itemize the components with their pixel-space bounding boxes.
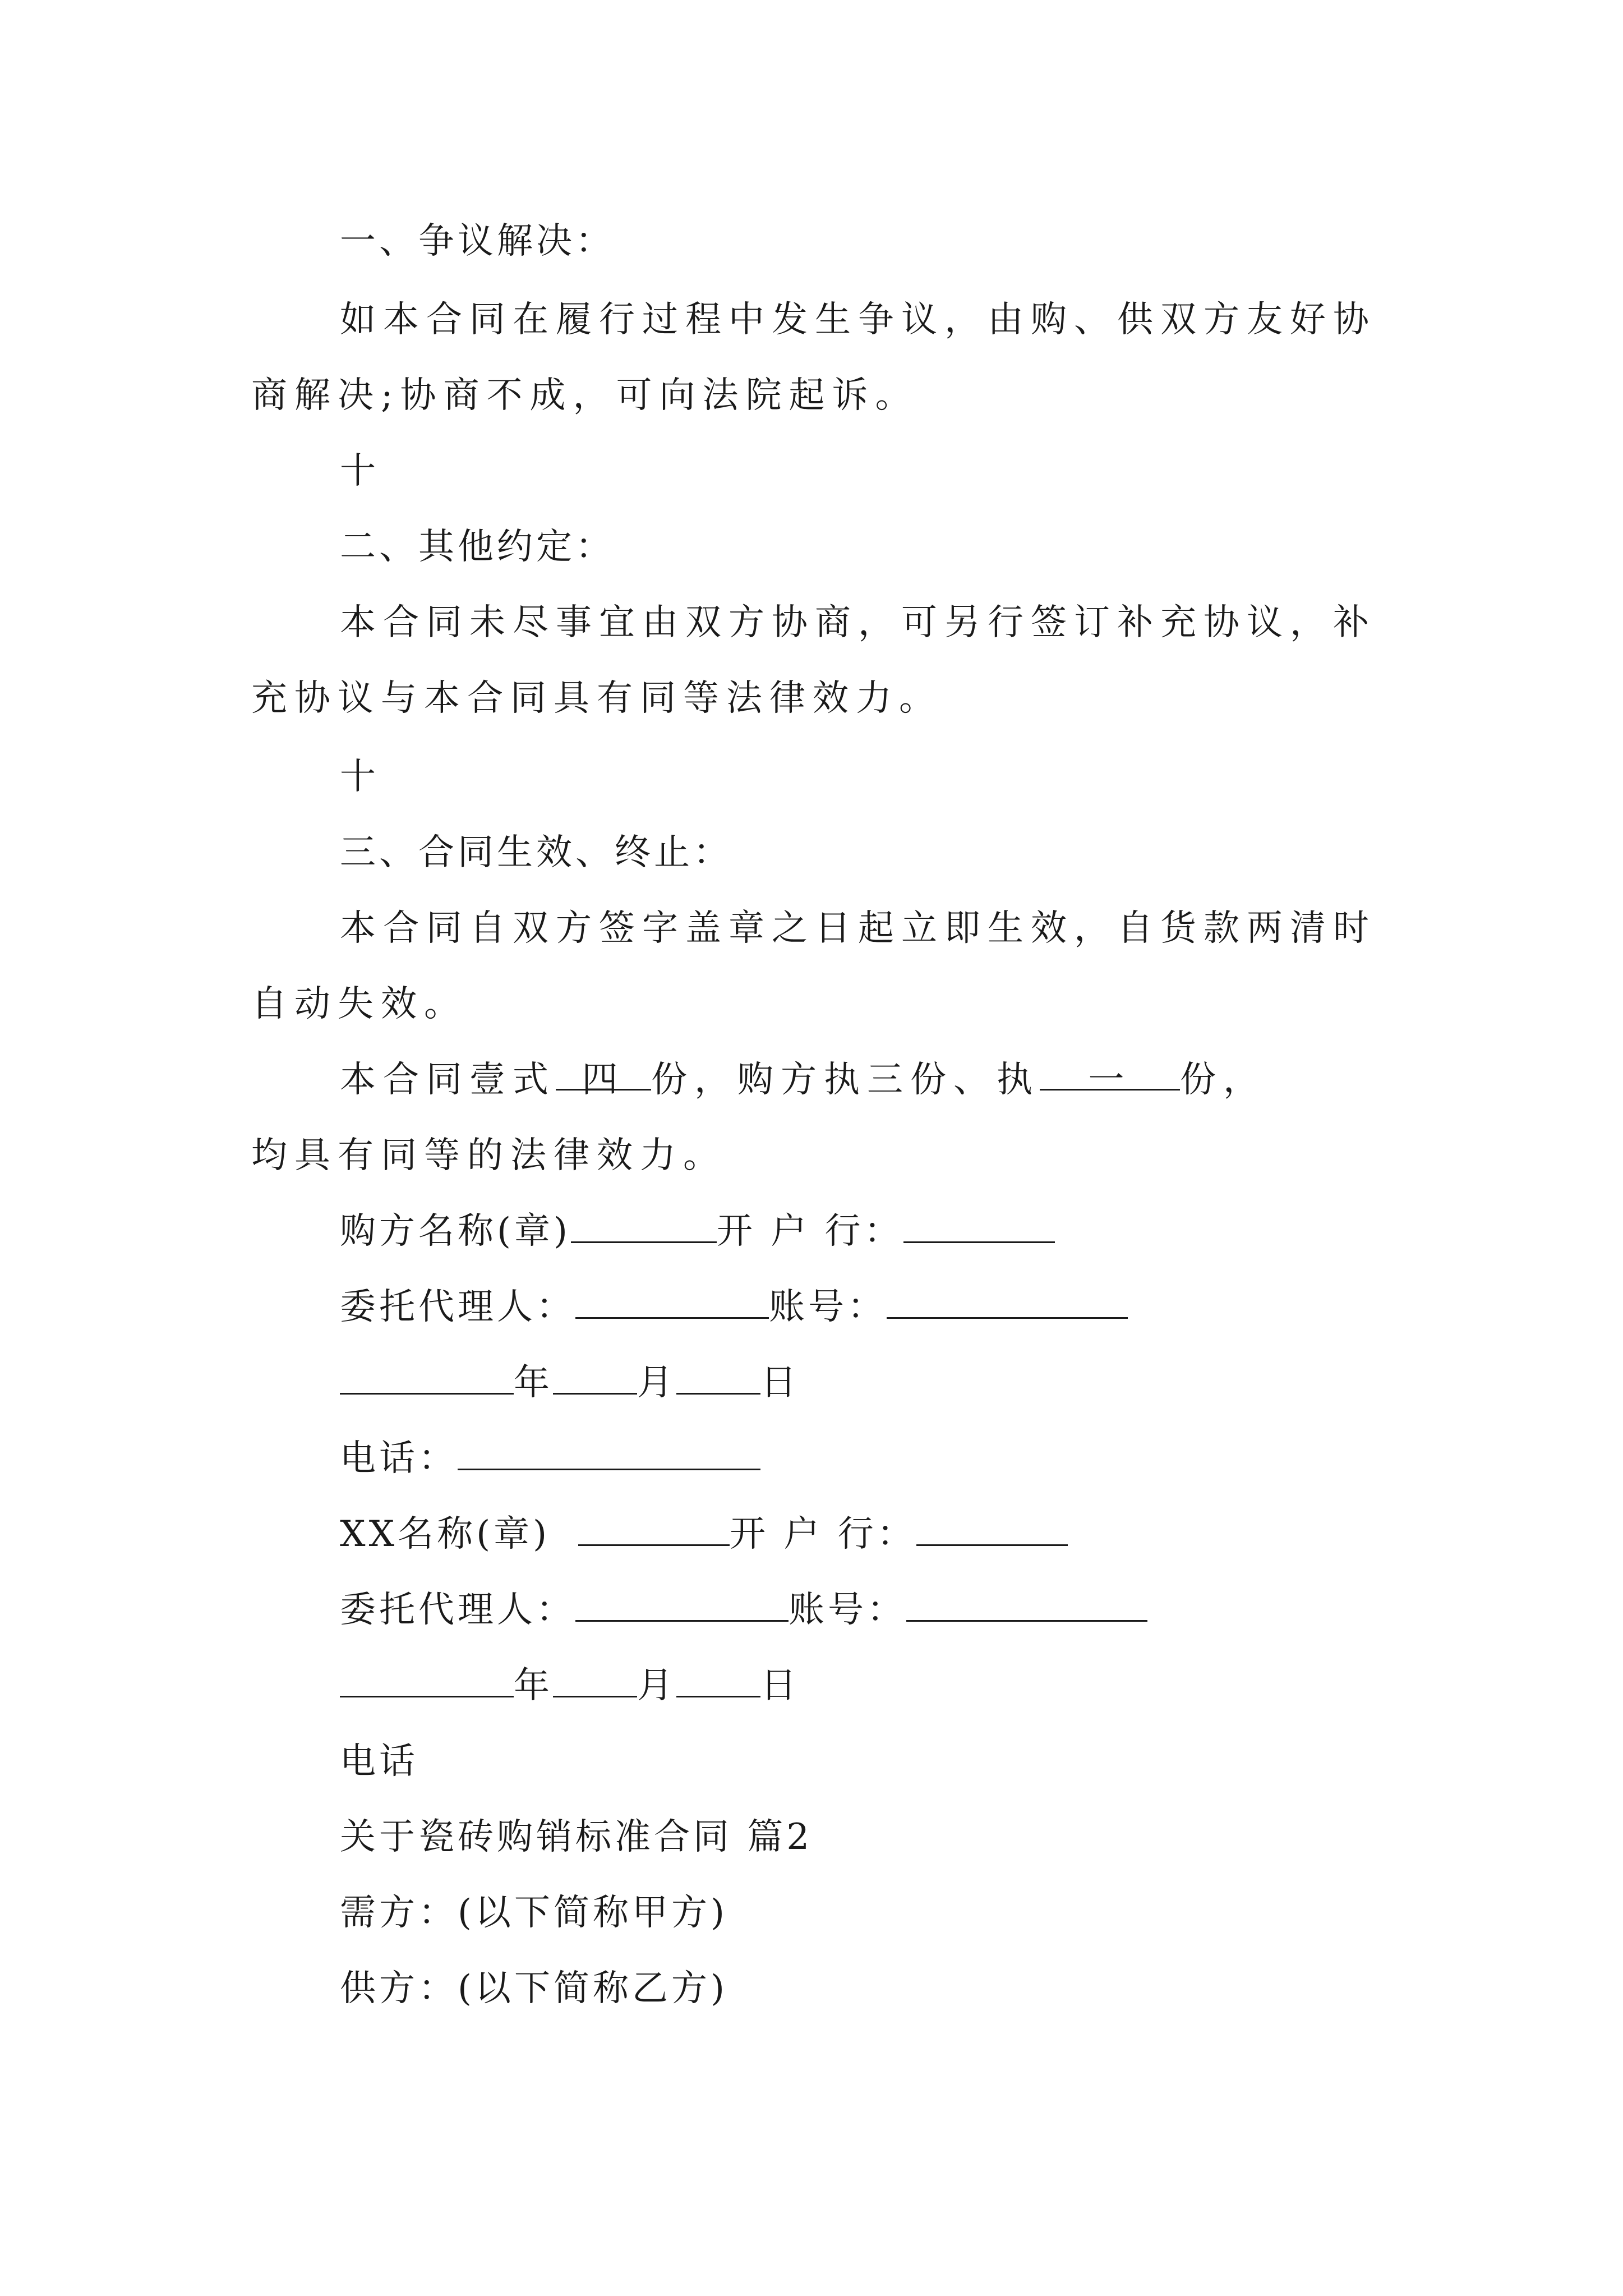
year-label: 年	[514, 1362, 553, 1404]
seller-bank-blank	[916, 1513, 1068, 1546]
paragraph-line: 自动失效。	[251, 983, 467, 1025]
buyer-agent-blank	[575, 1286, 769, 1319]
seller-name-blank	[578, 1513, 730, 1546]
seller-agent-blank	[575, 1589, 789, 1622]
month-label: 月	[637, 1362, 676, 1404]
seller-agent-row	[340, 1588, 1147, 1632]
buyer-day-blank	[676, 1361, 760, 1395]
seller-account-label: 账号：	[789, 1589, 906, 1631]
buyer-month-blank	[553, 1361, 637, 1395]
seller-agent-label: 委托代理人：	[340, 1589, 575, 1631]
buyer-bank-label: 开 户 行：	[716, 1211, 903, 1252]
buyer-account-label: 账号：	[769, 1286, 887, 1328]
buyer-agent-label: 委托代理人：	[340, 1286, 575, 1328]
buyer-phone-row	[340, 1436, 760, 1481]
paragraph-line: 均具有同等的法律效力。	[251, 1135, 726, 1176]
section-number: 十	[340, 450, 379, 492]
seller-date-row	[340, 1663, 800, 1708]
paragraph-line: 充协议与本合同具有同等法律效力。	[251, 678, 942, 719]
buyer-name-blank	[571, 1210, 717, 1243]
day-label: 日	[760, 1362, 800, 1404]
day-label: 日	[760, 1665, 800, 1706]
seller-day-blank	[676, 1664, 760, 1697]
buyer-date-row	[340, 1360, 800, 1405]
buyer-phone-label: 电话：	[340, 1438, 458, 1479]
buyer-agent-row	[340, 1285, 1128, 1329]
demand-party-line: 需方：(以下简称甲方)	[340, 1892, 728, 1934]
seller-phone-row: 电话	[340, 1741, 418, 1782]
section-heading: 一、争议解决：	[340, 220, 615, 262]
year-label: 年	[514, 1665, 553, 1706]
paragraph-line: 本合同未尽事宜由双方协商，可另行签订补充协议，补	[340, 602, 1376, 643]
copies-prefix: 本合同壹式	[340, 1059, 556, 1101]
buyer-year-blank	[340, 1361, 514, 1395]
month-label: 月	[637, 1665, 676, 1706]
seller-account-blank	[906, 1589, 1147, 1622]
paragraph-line: 本合同自双方签字盖章之日起立即生效，自货款两清时	[340, 908, 1376, 949]
seller-month-blank	[553, 1664, 637, 1697]
buyer-phone-blank	[458, 1437, 760, 1470]
seller-bank-label: 开 户 行：	[730, 1513, 916, 1555]
section-heading: 三、合同生效、终止：	[340, 832, 732, 873]
seller-name-label: XX名称(章)	[340, 1513, 551, 1555]
copies-suffix: 份，	[1180, 1059, 1266, 1101]
copies-middle: 份，购方执三份、执	[651, 1059, 1040, 1101]
section-heading: 二、其他约定：	[340, 526, 615, 568]
paragraph-line: 商解决;协商不成，可向法院起诉。	[251, 375, 919, 416]
copies-clause	[340, 1057, 1266, 1102]
seller-name-row	[340, 1512, 1068, 1557]
copies-total-blank: 四	[556, 1057, 651, 1091]
contract-title: 关于瓷砖购销标准合同 篇2	[340, 1816, 813, 1858]
supply-party-line: 供方：(以下简称乙方)	[340, 1968, 728, 2009]
buyer-account-blank	[887, 1286, 1128, 1319]
buyer-bank-blank	[903, 1210, 1055, 1243]
seller-year-blank	[340, 1664, 514, 1697]
buyer-name-row	[340, 1209, 1055, 1254]
paragraph-line: 如本合同在履行过程中发生争议，由购、供双方友好协	[340, 299, 1376, 341]
copies-other-blank: 一	[1040, 1057, 1180, 1091]
section-number: 十	[340, 756, 379, 798]
buyer-name-label: 购方名称(章)	[340, 1211, 571, 1252]
